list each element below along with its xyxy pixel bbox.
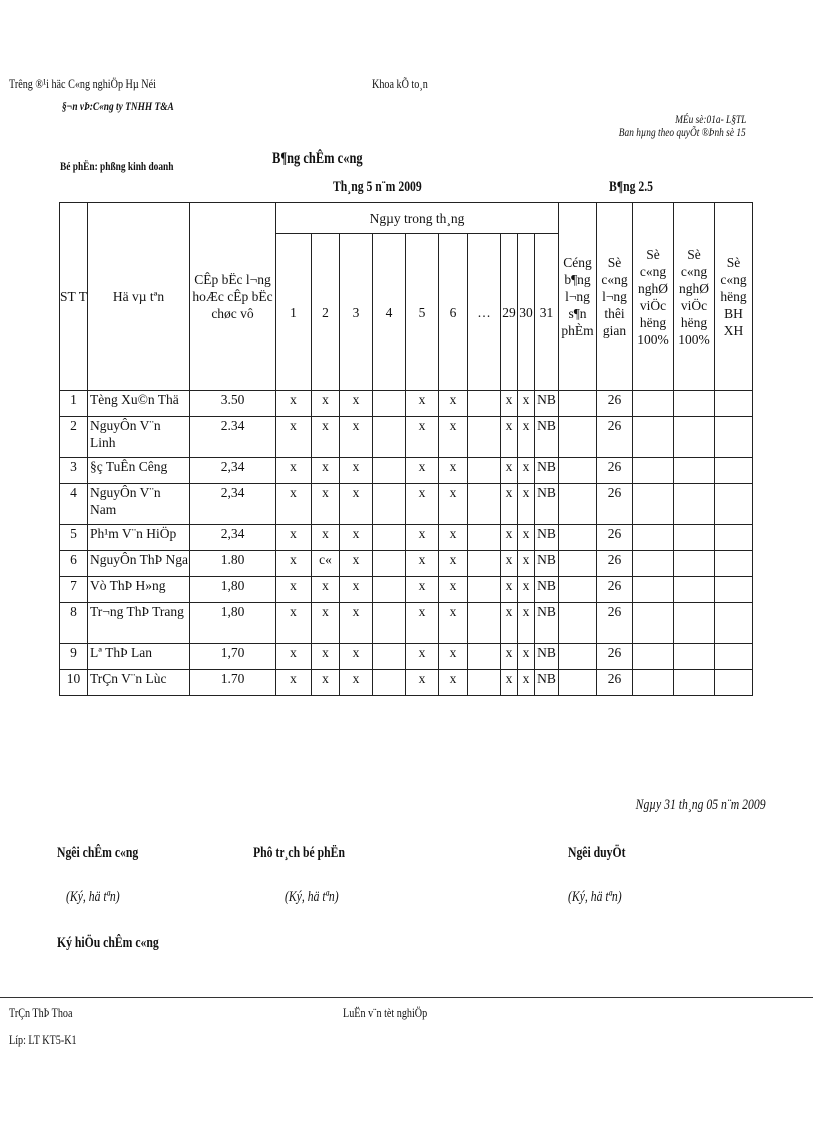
cell-day [373,644,406,670]
cell-leave-2 [674,670,715,696]
cell-day: x [276,670,312,696]
cell-leave-2 [674,458,715,484]
cell-day: x [276,603,312,644]
cell-stt: 1 [60,391,88,417]
cell-time: 26 [597,603,633,644]
footer-doc-type: LuËn v¨n tèt nghiÖp [343,1005,428,1020]
cell-day: x [501,603,518,644]
cell-name: Lª ThÞ Lan [88,644,190,670]
cell-day: x [406,417,439,458]
cell-day: x [518,603,535,644]
cell-day: x [340,391,373,417]
day-header: … [468,234,501,391]
cell-day: x [340,577,373,603]
cell-day: x [340,603,373,644]
cell-product [559,577,597,603]
cell-day: x [276,484,312,525]
cell-day: x [406,577,439,603]
cell-day: x [276,644,312,670]
cell-name: §ç TuÊn Cêng [88,458,190,484]
cell-day: x [439,603,468,644]
cell-day: x [518,644,535,670]
form-decree: Ban hµng theo quyÕt ®Þnh sè 15 [619,125,746,139]
cell-leave-2 [674,391,715,417]
cell-day: NB [535,484,559,525]
cell-day: x [312,577,340,603]
footer-author: TrÇn ThÞ Thoa [9,1005,73,1020]
day-header: 31 [535,234,559,391]
faculty-name: Khoa kÕ to¸n [372,76,428,91]
cell-day: NB [535,603,559,644]
header-grade: CÊp bËc l¬ng hoÆc cÊp bËc chøc vô [190,203,276,391]
cell-day [468,484,501,525]
cell-day: x [312,670,340,696]
cell-time: 26 [597,417,633,458]
header-social: Sè c«ng hëng BH XH [715,203,753,391]
sig-approver-note: (Ký, hä tªn) [568,889,622,905]
cell-day: x [312,525,340,551]
cell-day: x [340,417,373,458]
cell-grade: 2,34 [190,458,276,484]
cell-day: x [276,525,312,551]
header-product: Céng b¶ng l¬ng s¶n phÈm [559,203,597,391]
cell-day: x [406,644,439,670]
table-row [60,417,753,458]
cell-grade: 1.70 [190,670,276,696]
cell-day: x [501,670,518,696]
cell-leave [633,551,674,577]
table-row [60,644,753,670]
cell-day: x [312,484,340,525]
cell-social [715,391,753,417]
cell-day: x [439,551,468,577]
sig-maker-label: Ngêi chÊm c«ng [57,845,139,861]
cell-day: x [501,484,518,525]
cell-time: 26 [597,551,633,577]
cell-leave-2 [674,577,715,603]
cell-leave-2 [674,484,715,525]
cell-day [468,417,501,458]
day-header: 5 [406,234,439,391]
day-header: 6 [439,234,468,391]
cell-day: x [312,391,340,417]
cell-product [559,670,597,696]
cell-grade: 1,80 [190,577,276,603]
header-stt: ST T [60,203,88,391]
header-days-group: Ngµy trong th¸ng [276,203,559,234]
cell-grade: 1,70 [190,644,276,670]
cell-day: x [518,484,535,525]
cell-day: x [340,670,373,696]
cell-grade: 2.34 [190,417,276,458]
cell-social [715,603,753,644]
cell-social [715,670,753,696]
cell-name: TrÇn V¨n Lùc [88,670,190,696]
cell-day: x [276,577,312,603]
cell-time: 26 [597,644,633,670]
day-header: 4 [373,234,406,391]
cell-day: NB [535,670,559,696]
unit-name: §¬n vÞ:C«ng ty TNHH T&A [62,99,174,113]
day-header: 29 [501,234,518,391]
cell-day: x [439,484,468,525]
cell-leave [633,484,674,525]
cell-stt: 7 [60,577,88,603]
cell-day: x [406,391,439,417]
cell-day [373,603,406,644]
cell-time: 26 [597,525,633,551]
cell-name: NguyÔn V¨n Linh [88,417,190,458]
cell-product [559,551,597,577]
day-header: 1 [276,234,312,391]
cell-day [468,525,501,551]
department-label: Bé phËn: phßng kinh doanh [60,159,174,173]
cell-day: x [276,391,312,417]
table-row [60,551,753,577]
cell-day [373,670,406,696]
cell-day: x [439,525,468,551]
cell-name: Ph¹m V¨n HiÖp [88,525,190,551]
cell-day [468,458,501,484]
cell-day: x [276,551,312,577]
cell-day: x [312,644,340,670]
cell-day: x [406,551,439,577]
cell-day [373,417,406,458]
cell-stt: 5 [60,525,88,551]
cell-social [715,644,753,670]
footer-class: Líp: LT KT5-K1 [9,1032,77,1047]
period-label: Th¸ng 5 n¨m 2009 [333,179,422,195]
cell-stt: 10 [60,670,88,696]
cell-day: x [439,391,468,417]
cell-day [468,644,501,670]
cell-day [373,551,406,577]
cell-day: x [518,551,535,577]
cell-day: x [501,644,518,670]
cell-day: NB [535,551,559,577]
cell-day [373,577,406,603]
cell-day [373,391,406,417]
table-row [60,525,753,551]
table-row [60,458,753,484]
cell-day: x [501,417,518,458]
cell-day: x [340,551,373,577]
cell-day: x [312,458,340,484]
cell-day: x [406,670,439,696]
cell-day: x [340,484,373,525]
cell-stt: 9 [60,644,88,670]
cell-day [468,551,501,577]
cell-day: x [439,577,468,603]
sig-maker-note: (Ký, hä tªn) [66,889,120,905]
cell-day: x [406,525,439,551]
cell-name: Vò ThÞ H»ng [88,577,190,603]
school-name: Trêng ®¹i häc C«ng nghiÖp Hµ Néi [9,76,156,91]
header-leave: Sè c«ng nghØ viÖc hëng 100% [633,203,674,391]
cell-day: x [312,417,340,458]
cell-day [468,670,501,696]
cell-leave [633,417,674,458]
attendance-table [59,202,753,696]
cell-time: 26 [597,391,633,417]
sig-approver-label: Ngêi duyÖt [568,845,626,861]
cell-day: x [518,577,535,603]
cell-stt: 2 [60,417,88,458]
cell-grade: 1.80 [190,551,276,577]
cell-leave-2 [674,644,715,670]
cell-day [373,458,406,484]
cell-day: x [439,458,468,484]
cell-name: NguyÔn V¨n Nam [88,484,190,525]
table-row [60,484,753,525]
day-header: 30 [518,234,535,391]
cell-day [373,525,406,551]
cell-day: x [340,525,373,551]
sign-date: Ngµy 31 th¸ng 05 n¨m 2009 [636,797,766,813]
cell-day: x [518,391,535,417]
cell-time: 26 [597,458,633,484]
cell-day [468,391,501,417]
day-header: 3 [340,234,373,391]
cell-leave-2 [674,603,715,644]
cell-day: NB [535,577,559,603]
cell-product [559,484,597,525]
cell-day: x [276,458,312,484]
cell-social [715,551,753,577]
table-row [60,603,753,644]
cell-social [715,525,753,551]
cell-day: x [501,577,518,603]
cell-day: x [276,417,312,458]
cell-leave [633,644,674,670]
cell-name: Tr¬ng ThÞ Trang [88,603,190,644]
cell-day: x [312,603,340,644]
cell-day: c« [312,551,340,577]
cell-social [715,417,753,458]
cell-social [715,484,753,525]
cell-social [715,577,753,603]
cell-social [715,458,753,484]
cell-day: x [406,458,439,484]
cell-day: x [439,417,468,458]
cell-day: x [406,484,439,525]
cell-leave [633,603,674,644]
cell-day: x [518,670,535,696]
cell-day: x [518,417,535,458]
cell-day [468,577,501,603]
cell-stt: 8 [60,603,88,644]
table-row [60,577,753,603]
cell-stt: 6 [60,551,88,577]
header-leave-2: Sè c«ng nghØ viÖc hëng 100% [674,203,715,391]
table-row [60,391,753,417]
cell-leave [633,577,674,603]
cell-name: Tèng Xu©n Thä [88,391,190,417]
cell-day: x [501,525,518,551]
cell-stt: 3 [60,458,88,484]
footer-divider [0,997,813,998]
cell-day: x [518,458,535,484]
cell-name: NguyÔn ThÞ Nga [88,551,190,577]
cell-grade: 1,80 [190,603,276,644]
legend-title: Ký hiÖu chÊm c«ng [57,935,159,951]
table-row [60,670,753,696]
cell-leave-2 [674,551,715,577]
table-header-row [60,203,753,234]
page-title: B¶ng chÊm c«ng [272,150,363,167]
cell-product [559,603,597,644]
cell-product [559,417,597,458]
cell-product [559,525,597,551]
header-name: Hä vµ tªn [88,203,190,391]
cell-day: x [340,644,373,670]
cell-leave-2 [674,525,715,551]
cell-leave [633,670,674,696]
cell-day: x [439,670,468,696]
cell-day: NB [535,391,559,417]
cell-day [373,484,406,525]
cell-product [559,391,597,417]
cell-day: x [501,551,518,577]
header-time: Sè c«ng l¬ng thêi gian [597,203,633,391]
form-code: MÉu sè:01a- L§TL [674,112,746,126]
cell-time: 26 [597,670,633,696]
cell-product [559,644,597,670]
cell-leave [633,458,674,484]
cell-day: NB [535,458,559,484]
cell-day: x [406,603,439,644]
sig-head-label: Phô tr¸ch bé phËn [253,845,345,861]
cell-day: x [501,458,518,484]
cell-time: 26 [597,577,633,603]
cell-day: x [501,391,518,417]
cell-stt: 4 [60,484,88,525]
cell-day: x [518,525,535,551]
cell-grade: 2,34 [190,525,276,551]
cell-day: NB [535,644,559,670]
table-number: B¶ng 2.5 [609,179,654,195]
cell-day [468,603,501,644]
cell-day: NB [535,417,559,458]
cell-leave-2 [674,417,715,458]
cell-day: x [439,644,468,670]
cell-product [559,458,597,484]
cell-day: x [340,458,373,484]
cell-grade: 2,34 [190,484,276,525]
cell-leave [633,391,674,417]
cell-grade: 3.50 [190,391,276,417]
day-header: 2 [312,234,340,391]
cell-day: NB [535,525,559,551]
cell-leave [633,525,674,551]
cell-time: 26 [597,484,633,525]
sig-head-note: (Ký, hä tªn) [285,889,339,905]
